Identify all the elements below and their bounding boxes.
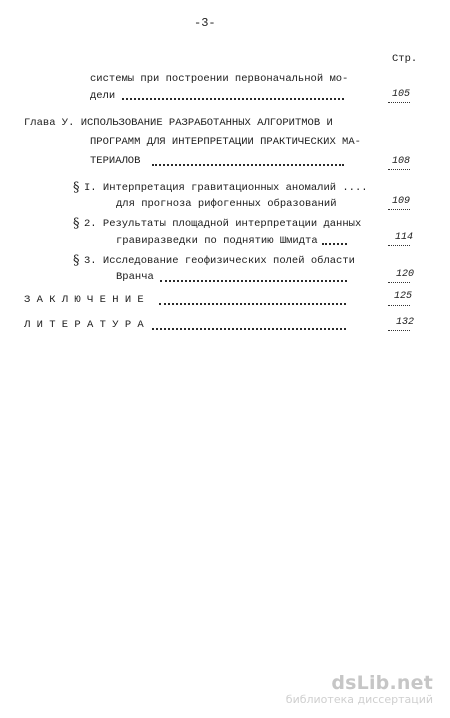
dot-leader bbox=[160, 280, 347, 282]
site-watermark bbox=[286, 673, 433, 706]
entry-page: 125 bbox=[394, 291, 413, 302]
page-stamp bbox=[388, 169, 410, 170]
dot-leader bbox=[322, 243, 347, 245]
entry-line-2: дели bbox=[90, 90, 116, 102]
section-line-2: гравиразведки по поднятию Шмидта bbox=[116, 235, 318, 247]
chapter-title-line-3: ТЕРИАЛОВ bbox=[90, 155, 141, 167]
section-mark: § bbox=[73, 180, 80, 195]
chapter-title-line-1: Глава У. ИСПОЛЬЗОВАНИЕ РАЗРАБОТАННЫХ АЛГОРИТМОВ И bbox=[24, 117, 333, 129]
page-stamp bbox=[388, 245, 410, 246]
entry-page: 109 bbox=[392, 196, 411, 207]
section-line-1: 3. Исследование геофизических полей области bbox=[84, 255, 355, 267]
conclusion-label: З А К Л Ю Ч Е Н И Е bbox=[24, 294, 144, 306]
entry-page: 132 bbox=[396, 317, 415, 328]
chapter-title-line-2: ПРОГРАММ ДЛЯ ИНТЕРПРЕТАЦИИ ПРАКТИЧЕСКИХ МА- bbox=[90, 136, 361, 148]
section-line-2: для прогноза рифогенных образований bbox=[116, 198, 337, 210]
entry-line-1: системы при построении первоначальной мо- bbox=[90, 73, 349, 85]
dot-leader bbox=[159, 303, 346, 305]
page-stamp bbox=[388, 330, 410, 331]
page-number: -3- bbox=[194, 16, 216, 30]
dot-leader bbox=[152, 164, 344, 166]
entry-page: 114 bbox=[395, 232, 414, 243]
page-stamp bbox=[388, 209, 410, 210]
page-column-header: Стр. bbox=[392, 53, 418, 65]
section-mark: § bbox=[73, 253, 80, 268]
watermark-logo: dsLib.net bbox=[331, 672, 433, 694]
entry-page: 105 bbox=[392, 89, 411, 100]
section-line-1: 2. Результаты площадной интерпретации данных bbox=[84, 218, 362, 230]
section-line-2: Вранча bbox=[116, 271, 154, 283]
watermark-subtitle: библиотека диссертаций bbox=[285, 693, 433, 706]
dot-leader bbox=[122, 98, 344, 100]
page-stamp bbox=[388, 102, 410, 103]
dot-leader bbox=[152, 328, 346, 330]
page-stamp bbox=[388, 282, 410, 283]
entry-page: 120 bbox=[396, 269, 415, 280]
entry-page: 108 bbox=[392, 156, 411, 167]
page-stamp bbox=[388, 305, 410, 306]
section-line-1: I. Интерпретация гравитационных аномалий .... bbox=[84, 182, 368, 194]
literature-label: Л И Т Е Р А Т У Р А bbox=[24, 319, 144, 331]
section-mark: § bbox=[73, 216, 80, 231]
